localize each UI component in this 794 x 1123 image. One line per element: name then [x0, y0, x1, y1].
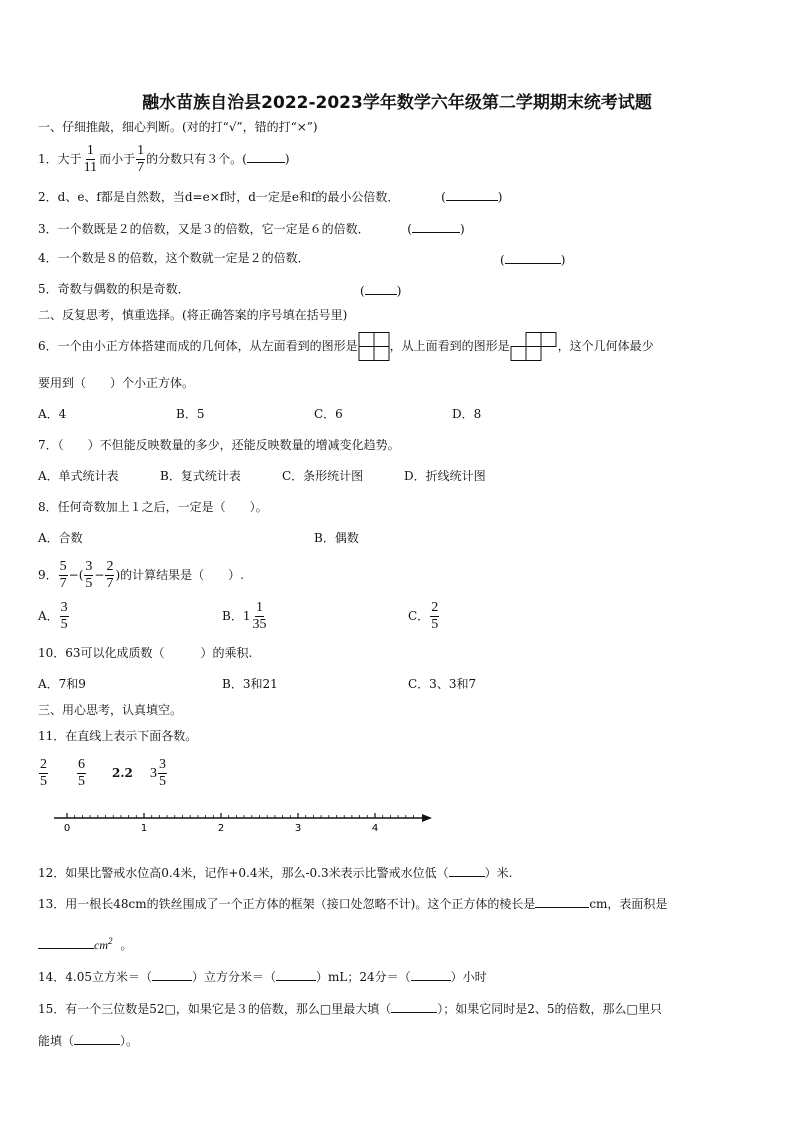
q11-number-6-5: $\frac{6}{5}$ [78, 757, 85, 789]
question-6: 6．一个由小正方体搭建而成的几何体，从左面看到的图形是 ，从上面看到的图形是 ，这个几何体最少 [38, 331, 654, 362]
question-3: 3．一个数既是２的倍数，又是３的倍数，它一定是６的倍数． ( ) [38, 218, 465, 238]
q11-number-3-3-5: 3 $\frac{3}{5}$ [150, 757, 166, 789]
q7-option-c[interactable]: C．条形统计图 [282, 469, 364, 483]
q10-option-a[interactable]: A．7和9 [38, 677, 86, 691]
fraction-1-7: $\frac{1}{7}$ [137, 143, 145, 175]
section2-heading: 二、反复思考，慎重选择。(将正确答案的序号填在括号里) [38, 308, 348, 322]
answer-blank-5[interactable] [365, 280, 397, 295]
answer-blank-4[interactable] [505, 249, 561, 264]
answer-blank-1[interactable] [247, 148, 285, 163]
q7-option-d[interactable]: D．折线统计图 [404, 469, 486, 483]
number-line-arrow-icon [422, 814, 432, 822]
q8-option-a[interactable]: A．合数 [38, 531, 83, 545]
top-view-squares-icon [510, 332, 558, 362]
question-4-answer: ( ) [500, 249, 565, 269]
q8-option-b[interactable]: B．偶数 [314, 531, 359, 545]
question-10: 10．63可以化成质数（ ）的乘积. [38, 646, 253, 660]
left-view-two-squares-icon [358, 332, 390, 362]
question-15: 15．有一个三位数是52□，如果它是３的倍数，那么□里最大填（ ）；如果它同时是2、5的倍数，那么□里只 [38, 998, 662, 1018]
question-14: 14．4.05立方米＝（ ）立方分米＝（ ）mL；24分＝（ ）小时 [38, 966, 487, 986]
answer-blank-3[interactable] [412, 218, 460, 233]
q6-option-a[interactable]: A．4 [38, 407, 67, 421]
question-5: 5．奇数与偶数的积是奇数． [38, 282, 190, 296]
number-line[interactable] [50, 808, 435, 836]
question-13-line2: $cm^2$ 。 [38, 932, 133, 954]
number-line-tick-label: 1 [140, 823, 148, 834]
answer-blank-15b[interactable] [74, 1030, 120, 1045]
number-line-tick-label: 2 [217, 823, 225, 834]
q6-option-d[interactable]: D．8 [452, 407, 482, 421]
question-9: 9． $\frac{5}{7}$ −( $\frac{3}{5}$ − $\frac{2}{7}$ )的计算结果是（ ）. [38, 559, 244, 591]
q6-option-b[interactable]: B．5 [176, 407, 205, 421]
fraction-1-11: $\frac{1}{11}$ [83, 143, 98, 175]
q9-option-a[interactable]: A． $\frac{3}{5}$ [38, 600, 68, 632]
q9-option-b[interactable]: B．1 $\frac{1}{35}$ [222, 600, 267, 632]
question-7: 7．（ ）不但能反映数量的多少，还能反映数量的增减变化趋势。 [38, 438, 400, 452]
question-11: 11．在直线上表示下面各数。 [38, 729, 198, 743]
q11-number-2-5: $\frac{2}{5}$ [40, 757, 47, 789]
q9-option-c[interactable]: C． $\frac{2}{5}$ [408, 600, 439, 632]
question-2: 2．d、e、f都是自然数，当d=e×f时，d一定是e和f的最小公倍数． ( ) [38, 186, 502, 206]
q11-number-2-2: 2.2 [112, 766, 133, 780]
section3-heading: 三、用心思考，认真填空。 [38, 703, 183, 717]
answer-blank-15a[interactable] [391, 998, 437, 1013]
answer-blank-13a[interactable] [535, 893, 589, 908]
question-6-line2: 要用到（ ）个小正方体。 [38, 376, 195, 390]
question-5-answer: ( ) [360, 280, 401, 300]
q6-option-c[interactable]: C．6 [314, 407, 343, 421]
question-1: 1．大于 $\frac{1}{11}$ 而小于 $\frac{1}{7}$ 的分数只有３个。( ) [38, 143, 290, 175]
question-4: 4．一个数是８的倍数，这个数就一定是２的倍数． [38, 251, 310, 265]
number-line-tick-label: 3 [294, 823, 302, 834]
q10-option-c[interactable]: C．3、3和7 [408, 677, 477, 691]
question-8: 8．任何奇数加上１之后，一定是（ ）。 [38, 500, 268, 514]
q7-option-a[interactable]: A．单式统计表 [38, 469, 119, 483]
answer-blank-14b[interactable] [276, 966, 316, 981]
q10-option-b[interactable]: B．3和21 [222, 677, 278, 691]
question-12: 12．如果比警戒水位高0.4米，记作+0.4米，那么-0.3米表示比警戒水位低（ ）米. [38, 862, 512, 882]
question-13: 13．用一根长48cm的铁丝围成了一个正方体的框架（接口处忽略不计)。这个正方体的棱长是 cm，表面积是 [38, 893, 667, 913]
answer-blank-2[interactable] [446, 186, 498, 201]
q7-option-b[interactable]: B．复式统计表 [160, 469, 241, 483]
number-line-tick-label: 4 [371, 823, 379, 834]
question-15-line2: 能填（ ）。 [38, 1030, 138, 1050]
answer-blank-13b[interactable] [38, 934, 94, 949]
number-line-tick-label: 0 [63, 823, 71, 834]
section1-heading: 一、仔细推敲，细心判断。(对的打“√”，错的打“×”) [38, 120, 318, 134]
page-title: 融水苗族自治县2022-2023学年数学六年级第二学期期末统考试题 [142, 93, 652, 113]
answer-blank-14c[interactable] [411, 966, 451, 981]
answer-blank-12[interactable] [449, 862, 485, 877]
answer-blank-14a[interactable] [152, 966, 192, 981]
